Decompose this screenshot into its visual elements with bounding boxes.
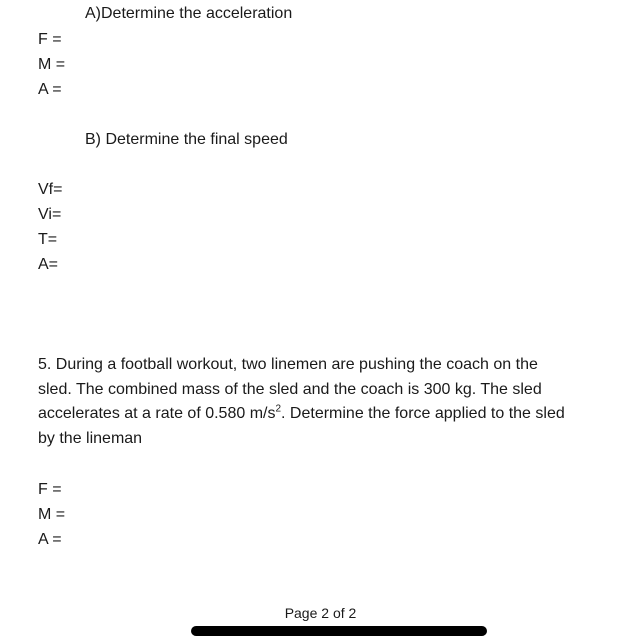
problem-5-mass-label: M =	[38, 506, 66, 523]
problem-5-line-3	[38, 402, 638, 427]
problem-5-text	[38, 353, 638, 451]
problem-5-acceleration-label: A =	[38, 531, 62, 548]
section-b-initial-velocity-label: Vi=	[38, 206, 62, 223]
section-a-force-label: F =	[38, 31, 62, 48]
section-b-final-velocity-label: Vf=	[38, 181, 63, 198]
section-a-mass-label: M =	[38, 56, 66, 73]
problem-5-line-3-start: accelerates at a rate of 0.580 m/s	[38, 405, 276, 422]
section-a-heading: A)Determine the acceleration	[85, 5, 293, 22]
section-b-heading: B) Determine the final speed	[85, 131, 288, 148]
section-b-acceleration-label: A=	[38, 256, 59, 273]
home-indicator-bar[interactable]	[191, 626, 487, 636]
problem-5-line-3-end: . Determine the force applied to the sled	[281, 405, 565, 422]
section-a-acceleration-label: A =	[38, 81, 62, 98]
problem-5-line-2: sled. The combined mass of the sled and the coach is 300 kg. The sled	[38, 380, 542, 398]
page-number: Page 2 of 2	[284, 605, 357, 621]
problem-5-force-label: F =	[38, 481, 62, 498]
section-b-time-label: T=	[38, 231, 58, 248]
exponent-superscript: 2	[275, 403, 282, 415]
problem-5-line-4: by the lineman	[38, 429, 143, 447]
problem-5-line-1: 5. During a football workout, two linemen are pushing the coach on the	[38, 356, 538, 373]
